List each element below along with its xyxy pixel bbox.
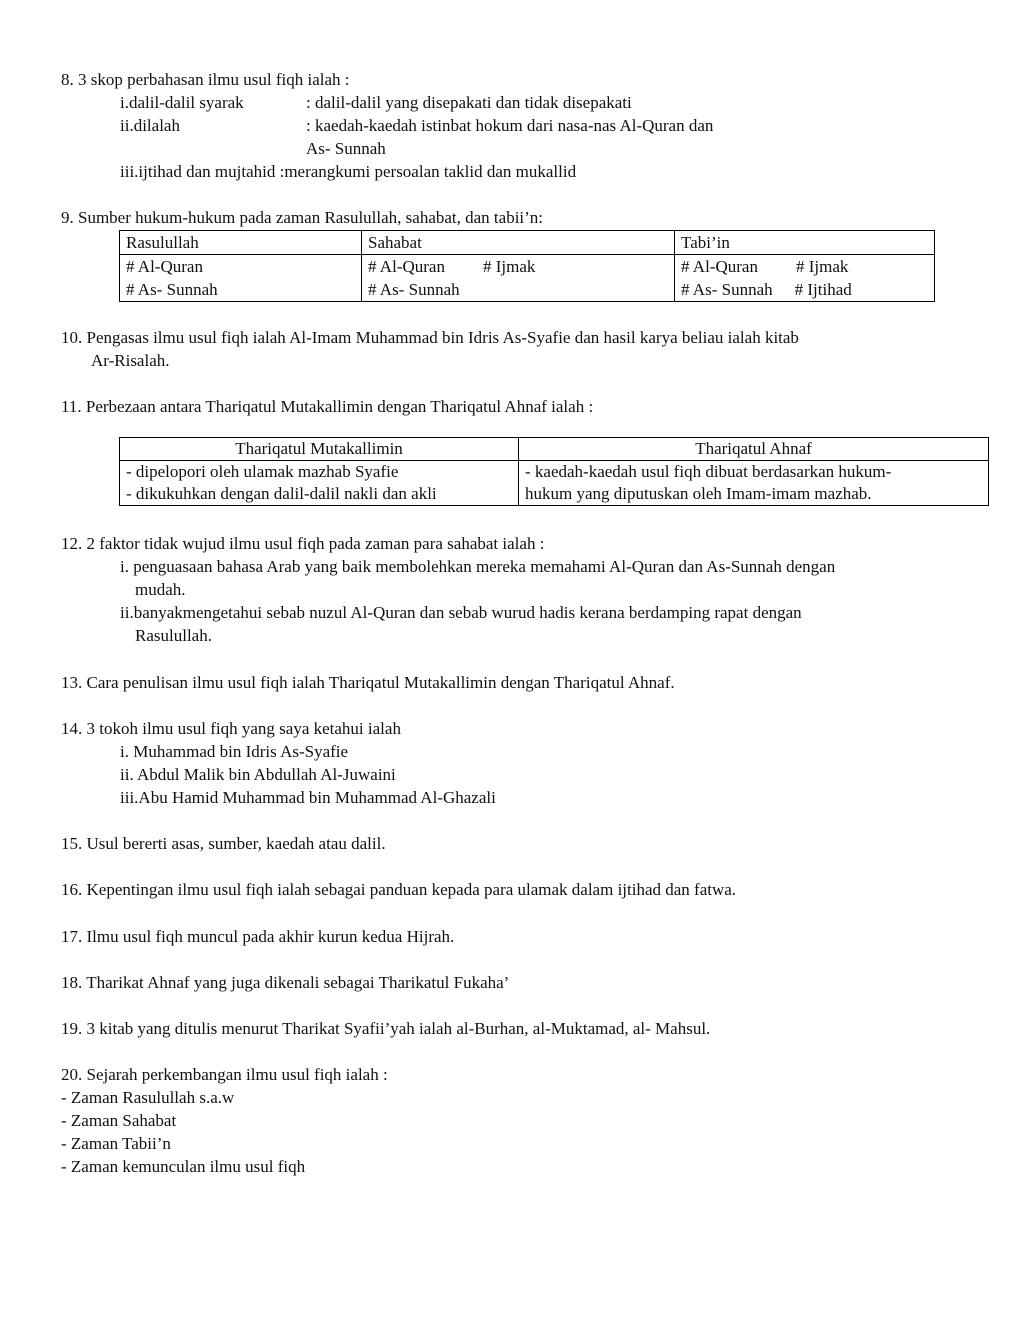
q12-title: 12. 2 faktor tidak wujud ilmu usul fiqh pada zaman para sahabat ialah : [61, 534, 545, 553]
list-item: # Ijtihad [794, 280, 852, 299]
q17-text: 17. Ilmu usul fiqh muncul pada akhir kurun kedua Hijrah. [61, 927, 455, 946]
q10-line1: 10. Pengasas ilmu usul fiqh ialah Al-Imam Muhammad bin Idris As-Syafie dan hasil karya beliau ialah kitab [61, 328, 799, 347]
q12-item-ii-cont: Rasulullah. [135, 626, 212, 645]
q9-title: 9. Sumber hukum-hukum pada zaman Rasulullah, sahabat, dan tabii’n: [61, 208, 544, 227]
q16-text: 16. Kepentingan ilmu usul fiqh ialah sebagai panduan kepada para ulamak dalam ijtihad dan fatwa. [61, 880, 737, 899]
list-item: # As- Sunnah [368, 280, 460, 299]
q8-item-ii-text-cont: As- Sunnah [306, 139, 386, 158]
list-item: - Zaman kemunculan ilmu usul fiqh [61, 1157, 306, 1176]
sources-table [119, 230, 935, 302]
header-rasulullah: Rasulullah [120, 231, 362, 255]
header-ahnaf: Thariqatul Ahnaf [519, 438, 989, 461]
list-item: - kaedah-kaedah usul fiqh dibuat berdasarkan hukum- [525, 462, 892, 481]
q18-text: 18. Tharikat Ahnaf yang juga dikenali sebagai Tharikatul Fukaha’ [61, 973, 510, 992]
table-row [120, 461, 989, 506]
list-item: ii. Abdul Malik bin Abdullah Al-Juwaini [120, 765, 396, 784]
cell-mutakallimin [120, 461, 519, 506]
list-item: - Zaman Rasulullah s.a.w [61, 1088, 235, 1107]
list-item: - dipelopori oleh ulamak mazhab Syafie [126, 462, 399, 481]
cell-tabiin [675, 255, 935, 302]
list-item: # As- Sunnah [681, 280, 773, 299]
header-tabiin: Tabi’in [675, 231, 935, 255]
q14-title: 14. 3 tokoh ilmu usul fiqh yang saya ketahui ialah [61, 719, 401, 738]
list-item: iii.Abu Hamid Muhammad bin Muhammad Al-Ghazali [120, 788, 496, 807]
q8-item-iii: iii.ijtihad dan mujtahid :merangkumi persoalan taklid dan mukallid [120, 162, 577, 181]
header-mutakallimin: Thariqatul Mutakallimin [120, 438, 519, 461]
q12-item-ii: ii.banyakmengetahui sebab nuzul Al-Quran dan sebab wurud hadis kerana berdamping rapat dengan [120, 603, 802, 622]
list-item: # Ijmak [795, 257, 849, 276]
list-item: # Al-Quran [681, 257, 758, 276]
header-sahabat: Sahabat [362, 231, 675, 255]
q20-title: 20. Sejarah perkembangan ilmu usul fiqh ialah : [61, 1065, 388, 1084]
list-item: # Al-Quran [126, 257, 203, 276]
q15-text: 15. Usul bererti asas, sumber, kaedah atau dalil. [61, 834, 386, 853]
list-item: - Zaman Sahabat [61, 1111, 177, 1130]
list-item: i. Muhammad bin Idris As-Syafie [120, 742, 349, 761]
q13-text: 13. Cara penulisan ilmu usul fiqh ialah Thariqatul Mutakallimin dengan Thariqatul Ahnaf. [61, 673, 675, 692]
q8-item-i-text: : dalil-dalil yang disepakati dan tidak disepakati [306, 93, 632, 112]
q12-item-i-cont: mudah. [135, 580, 186, 599]
table-header-row [120, 231, 935, 255]
list-item: # Ijmak [482, 257, 536, 276]
q10-line2: Ar-Risalah. [91, 351, 170, 370]
list-item: - dikukuhkan dengan dalil-dalil nakli dan akli [126, 484, 437, 503]
table-row [120, 255, 935, 302]
cell-sahabat [362, 255, 675, 302]
q8-title: 8. 3 skop perbahasan ilmu usul fiqh ialah : [61, 70, 350, 89]
list-item: # Al-Quran [368, 257, 445, 276]
q8-item-i-label: i.dalil-dalil syarak [120, 93, 244, 112]
q19-text: 19. 3 kitab yang ditulis menurut Tharikat Syafii’yah ialah al-Burhan, al-Muktamad, al- Mahsul. [61, 1019, 711, 1038]
list-item: # As- Sunnah [126, 280, 218, 299]
q8-item-ii-label: ii.dilalah [120, 116, 180, 135]
q8-item-ii-text: : kaedah-kaedah istinbat hokum dari nasa-nas Al-Quran dan [306, 116, 714, 135]
list-item: - Zaman Tabii’n [61, 1134, 171, 1153]
q12-item-i: i. penguasaan bahasa Arab yang baik membolehkan mereka memahami Al-Quran dan As-Sunnah dengan [120, 557, 836, 576]
table-header-row [120, 438, 989, 461]
list-item: hukum yang diputuskan oleh Imam-imam mazhab. [525, 484, 872, 503]
comparison-table [119, 437, 989, 506]
cell-ahnaf [519, 461, 989, 506]
q11-title: 11. Perbezaan antara Thariqatul Mutakallimin dengan Thariqatul Ahnaf ialah : [61, 397, 594, 416]
cell-rasulullah [120, 255, 362, 302]
